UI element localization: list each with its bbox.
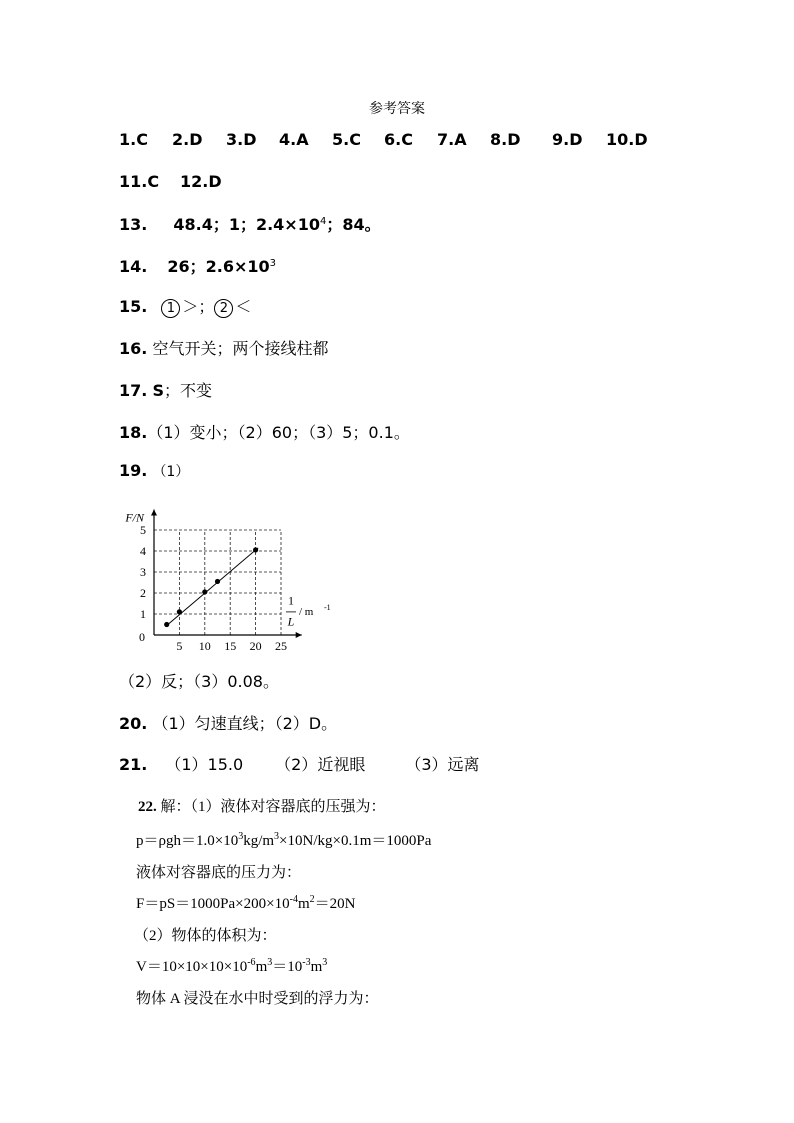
answer-16: 16. 空气开关；两个接线柱都 (119, 339, 329, 358)
mc-answer: 5.C (332, 130, 361, 149)
x-tick-label: 15 (224, 639, 237, 653)
data-point (253, 547, 258, 552)
data-point (215, 579, 220, 584)
mc-answer: 6.C (384, 130, 413, 149)
answer-15: 15. 1 ＞； 2 ＜ (119, 297, 252, 316)
circled-number: 2 (214, 299, 233, 318)
answer-14: 14. 26；$2.6\times 10^3$ (119, 257, 277, 276)
x-axis-label-unit: / m (299, 606, 314, 619)
answer-18: 18.（1）变小；（2）60；（3）5；0.1。 (119, 423, 410, 442)
x-tick-label: 5 (176, 639, 183, 653)
data-point (202, 589, 207, 594)
mc-answers-row-2 (0, 172, 794, 192)
solution-22-line: 物体 A 浸没在水中时受到的浮力为： (136, 991, 379, 1007)
y-tick-label: 3 (140, 565, 146, 579)
answer-19: 19. （1） (119, 461, 190, 480)
y-tick-label: 1 (140, 607, 146, 621)
mc-answer: 12.D (180, 172, 222, 191)
y-tick-label: 4 (140, 544, 146, 558)
x-axis-label-numerator: 1 (288, 593, 294, 608)
data-point (164, 622, 169, 627)
y-tick-label: 2 (140, 586, 146, 600)
mc-answer: 4.A (279, 130, 309, 149)
solution-22-line: $V=10\times 10\times 10\times 10^{-6}m^3=10^{-3}m^3$ (136, 957, 328, 975)
y-tick-label: 5 (140, 523, 146, 537)
x-tick-label: 25 (275, 639, 287, 653)
answer-21: 21. （1）15.0 （2）近视眼 （3）远离 (119, 755, 480, 774)
mc-answer: 1.C (119, 130, 148, 149)
origin-label: 0 (139, 630, 145, 644)
answer-19-continued: （2）反；（3）0.08。 (119, 672, 279, 691)
data-point (177, 609, 182, 614)
mc-answer: 8.D (490, 130, 521, 149)
solution-22-line: $p=\rho gh=1.0\times 10^3kg/m^3\times 10N/kg\times 0.1m=1000Pa$ (136, 831, 432, 849)
mc-answer: 10.D (606, 130, 648, 149)
mc-answer: 11.C (119, 172, 160, 191)
answer-20: 20. （1）匀速直线；（2）D。 (119, 714, 338, 733)
answer-13: 13. 48.4；1；$2.4\times 10^4$；84。 (119, 215, 381, 234)
solution-22-line: 液体对容器底的压力为： (136, 865, 302, 881)
x-axis-label-unit-exponent: -1 (324, 602, 331, 612)
mc-answer: 3.D (226, 130, 257, 149)
mc-answer: 7.A (437, 130, 467, 149)
mc-answers-row-1 (0, 130, 794, 150)
x-tick-label: 10 (198, 639, 211, 653)
x-axis-arrow (296, 632, 302, 638)
x-tick-label: 20 (249, 639, 262, 653)
solution-22-heading: 22. 解：（1）液体对容器底的压强为： (138, 799, 386, 815)
x-axis-label-denominator: L (287, 614, 295, 629)
force-vs-inverse-length-chart (118, 495, 343, 655)
y-axis-arrow (151, 510, 157, 516)
page-title: 参考答案 (369, 101, 425, 117)
mc-answer: 2.D (172, 130, 203, 149)
solution-22-line: （2）物体的体积为： (134, 928, 277, 944)
answer-17: 17. S；不变 (119, 381, 212, 400)
y-axis-label: F/N (125, 510, 144, 525)
mc-answer: 9.D (552, 130, 583, 149)
circled-number: 1 (161, 299, 180, 318)
solution-22-line: $F=pS=1000Pa\times 200\times 10^{-4}m^2=20N$ (136, 894, 356, 912)
